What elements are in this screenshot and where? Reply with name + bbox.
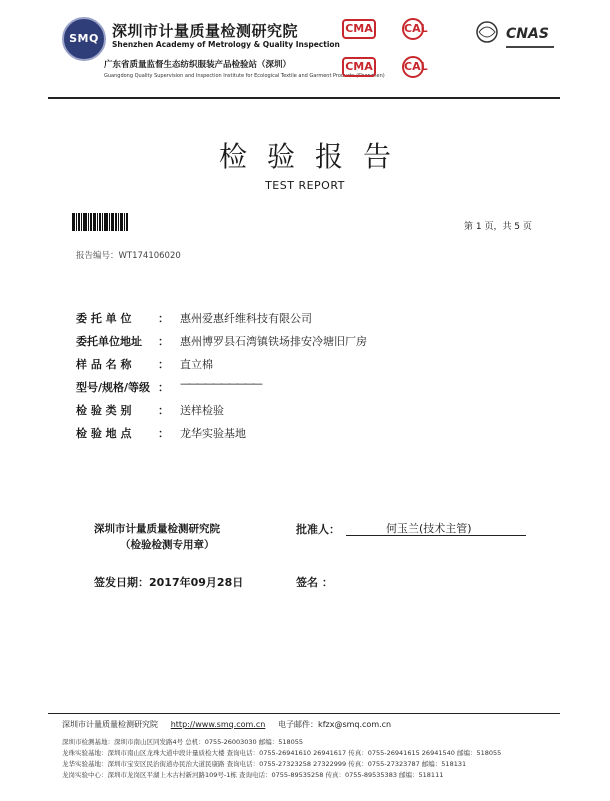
org2-name-cn: 广东省质量监督生态纺织服装产品检验站（深圳） (104, 60, 292, 70)
cal-mark-icon: CAL (402, 18, 424, 40)
org-name-en: Shenzhen Academy of Metrology & Quality Inspection (112, 40, 340, 49)
report-title-en: TEST REPORT (265, 179, 345, 192)
approver-label: 批准人： (296, 523, 340, 536)
cal-mark-icon: CAL (402, 56, 424, 78)
report-number (76, 249, 181, 261)
field-label-client: 委 托 单 位 (76, 312, 132, 325)
field-value-inspection-site: 龙华实验基地 (180, 427, 246, 440)
footer-address-line: 龙岗实验中心：深圳市龙岗区平湖上木古村新河路109号-1栋 查询电话：0755-89535258 传真：0755-89535383 邮编：518111 (62, 771, 444, 779)
field-label-inspection-type: 检 验 类 别 (76, 404, 132, 417)
field-value-sample-name: 直立棉 (180, 358, 213, 371)
field-value-client: 惠州爱惠纤维科技有限公司 (180, 312, 312, 325)
footer-email: 电子邮件：kfzx@smq.com.cn (278, 720, 392, 729)
report-title-cn: 检验报告 (218, 140, 411, 173)
footer-address-line: 龙华实验基地：深圳市宝安区民治街道办民治大道民康路 查询电话：0755-27323258 27322999 传真：0755-27323787 邮编：518131 (62, 760, 467, 768)
barcode-icon (72, 213, 136, 231)
page-info: 第 1 页，共 5 页 (464, 222, 532, 232)
field-colon: ： (158, 427, 169, 440)
footer-header (62, 719, 391, 730)
institute-logo (62, 17, 106, 61)
field-value-model-spec-grade: —————————— (180, 377, 260, 390)
field-value-inspection-type: 送样检验 (180, 404, 224, 417)
footer-website-link[interactable]: http://www.smq.com.cn (170, 720, 266, 729)
issue-date: 签发日期：2017年09月28日 (94, 576, 244, 589)
report-number-label: 报告编号： (76, 251, 119, 261)
field-colon: ： (158, 381, 169, 394)
cma-mark-icon: CMA (342, 19, 376, 39)
field-label-inspection-site: 检 验 地 点 (76, 427, 132, 440)
field-value-client-address: 惠州博罗县石湾镇铁场排安冷塘旧厂房 (180, 335, 367, 348)
field-colon: ： (158, 335, 169, 348)
field-colon: ： (158, 358, 169, 371)
field-label-client-address: 委托单位地址 (76, 335, 142, 348)
footer-address-line: 深圳市检测基地：深圳市南山区同发路4号 总机：0755-26003030 邮编：518055 (62, 738, 304, 746)
institute-name: 深圳市计量质量检测研究院 (94, 523, 220, 535)
field-colon: ： (158, 312, 169, 325)
ilac-mra-icon (470, 20, 504, 48)
org2-name-en: Guangdong Quality Supervision and Inspection Institute for Ecological Textile and Garment Products (Shenzhen) (104, 73, 385, 79)
footer-org: 深圳市计量质量检测研究院 (62, 720, 158, 729)
field-colon: ： (158, 404, 169, 417)
cnas-underline (506, 46, 554, 48)
footer-address-line: 龙珠实验基地：深圳市南山区龙珠大道中段计量质检大楼 查询电话：0755-26941610 26941617 传真：0755-26941615 26941540 邮编：518055 (62, 749, 502, 757)
cma-mark-icon: CMA (342, 57, 376, 77)
signature-label: 签名 ： (296, 576, 333, 589)
cnas-logo: CNAS (506, 26, 549, 42)
field-label-model-spec-grade: 型号/规格/等级 (76, 381, 151, 394)
approver-value: 何玉兰(技术主管) (386, 522, 472, 535)
field-label-sample-name: 样 品 名 称 (76, 358, 132, 371)
approver-underline (346, 535, 526, 536)
org-name-cn: 深圳市计量质量检测研究院 (112, 22, 299, 40)
header-divider (48, 97, 560, 99)
logo-text: SMQ (69, 32, 99, 45)
footer-divider (48, 713, 560, 714)
report-number-value: WT174106020 (118, 251, 181, 261)
inspection-seal-note: （检验检测专用章） (120, 539, 215, 551)
